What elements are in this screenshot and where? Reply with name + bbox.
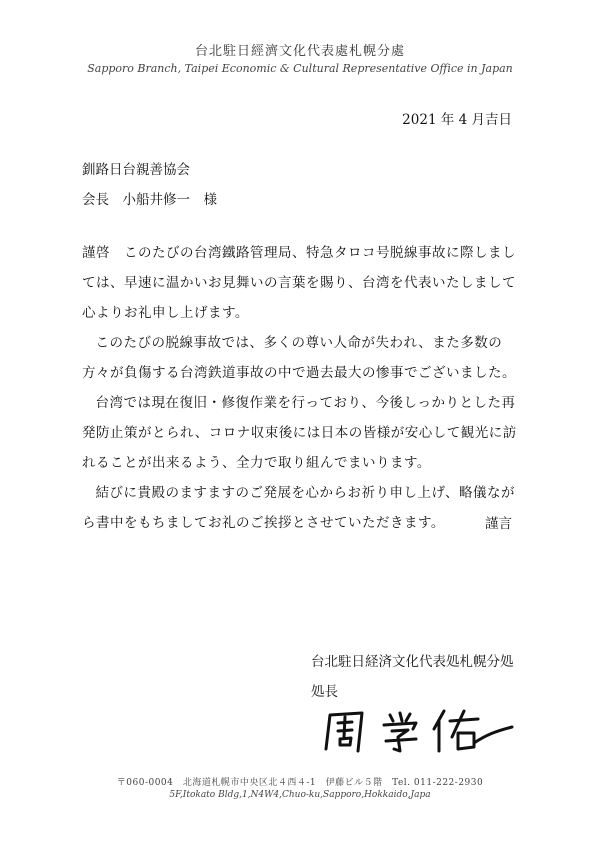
letterhead-org-japanese: 台北駐日經濟文化代表處札幌分處 xyxy=(194,44,405,59)
letter-body xyxy=(82,238,522,538)
letter-date: 2021 年 4 月吉日 xyxy=(402,112,512,128)
body-paragraph: 台湾では現在復旧・修復作業を行っており、今後しっかりとした再発防止策がとられ、コロナ収束後には日本の皆様が安心して観光に訪れることが出来るよう、全力で取り組んでまいります。 xyxy=(82,395,517,471)
signatory-title: 処長 xyxy=(311,684,338,700)
body-paragraph: 結びに貴殿のますますのご発展を心からお祈り申し上げ、略儀ながら書中をもちましてお礼のご挨拶とさせていただきます。 xyxy=(82,485,515,531)
body-paragraph: このたびの脱線事故では、多くの尊い人命が失われ、また多数の方々が負傷する台湾鉄道事故の中で過去最大の惨事でございました。 xyxy=(82,335,516,381)
signatory-organization: 台北駐日経済文化代表処札幌分処 xyxy=(311,654,514,670)
footer-address-english: 5F,Itokato Bldg,1,N4W4,Chuo-ku,Sapporo,Hokkaido,Japa xyxy=(169,790,431,800)
handwritten-signature xyxy=(318,705,518,755)
body-paragraph: 謹啓 このたびの台湾鐵路管理局、特急タロコ号脱線事故に際しましては、早速に温かいお見舞いの言葉を賜り、台湾を代表いたしまして心よりお礼申し上げます。 xyxy=(82,245,516,321)
addressee-name: 会長 小船井修一 様 xyxy=(82,192,217,208)
footer-address-japanese: 〒060-0004 北海道札幌市中央区北４西４-1 伊藤ビル５階 Tel. 011-222-2930 xyxy=(116,778,484,788)
closing-word: 謹言 xyxy=(485,516,512,532)
letterhead-org-english: Sapporo Branch, Taipei Economic & Cultural Representative Office in Japan xyxy=(87,62,513,75)
addressee-organization: 釧路日台親善協会 xyxy=(82,162,190,178)
